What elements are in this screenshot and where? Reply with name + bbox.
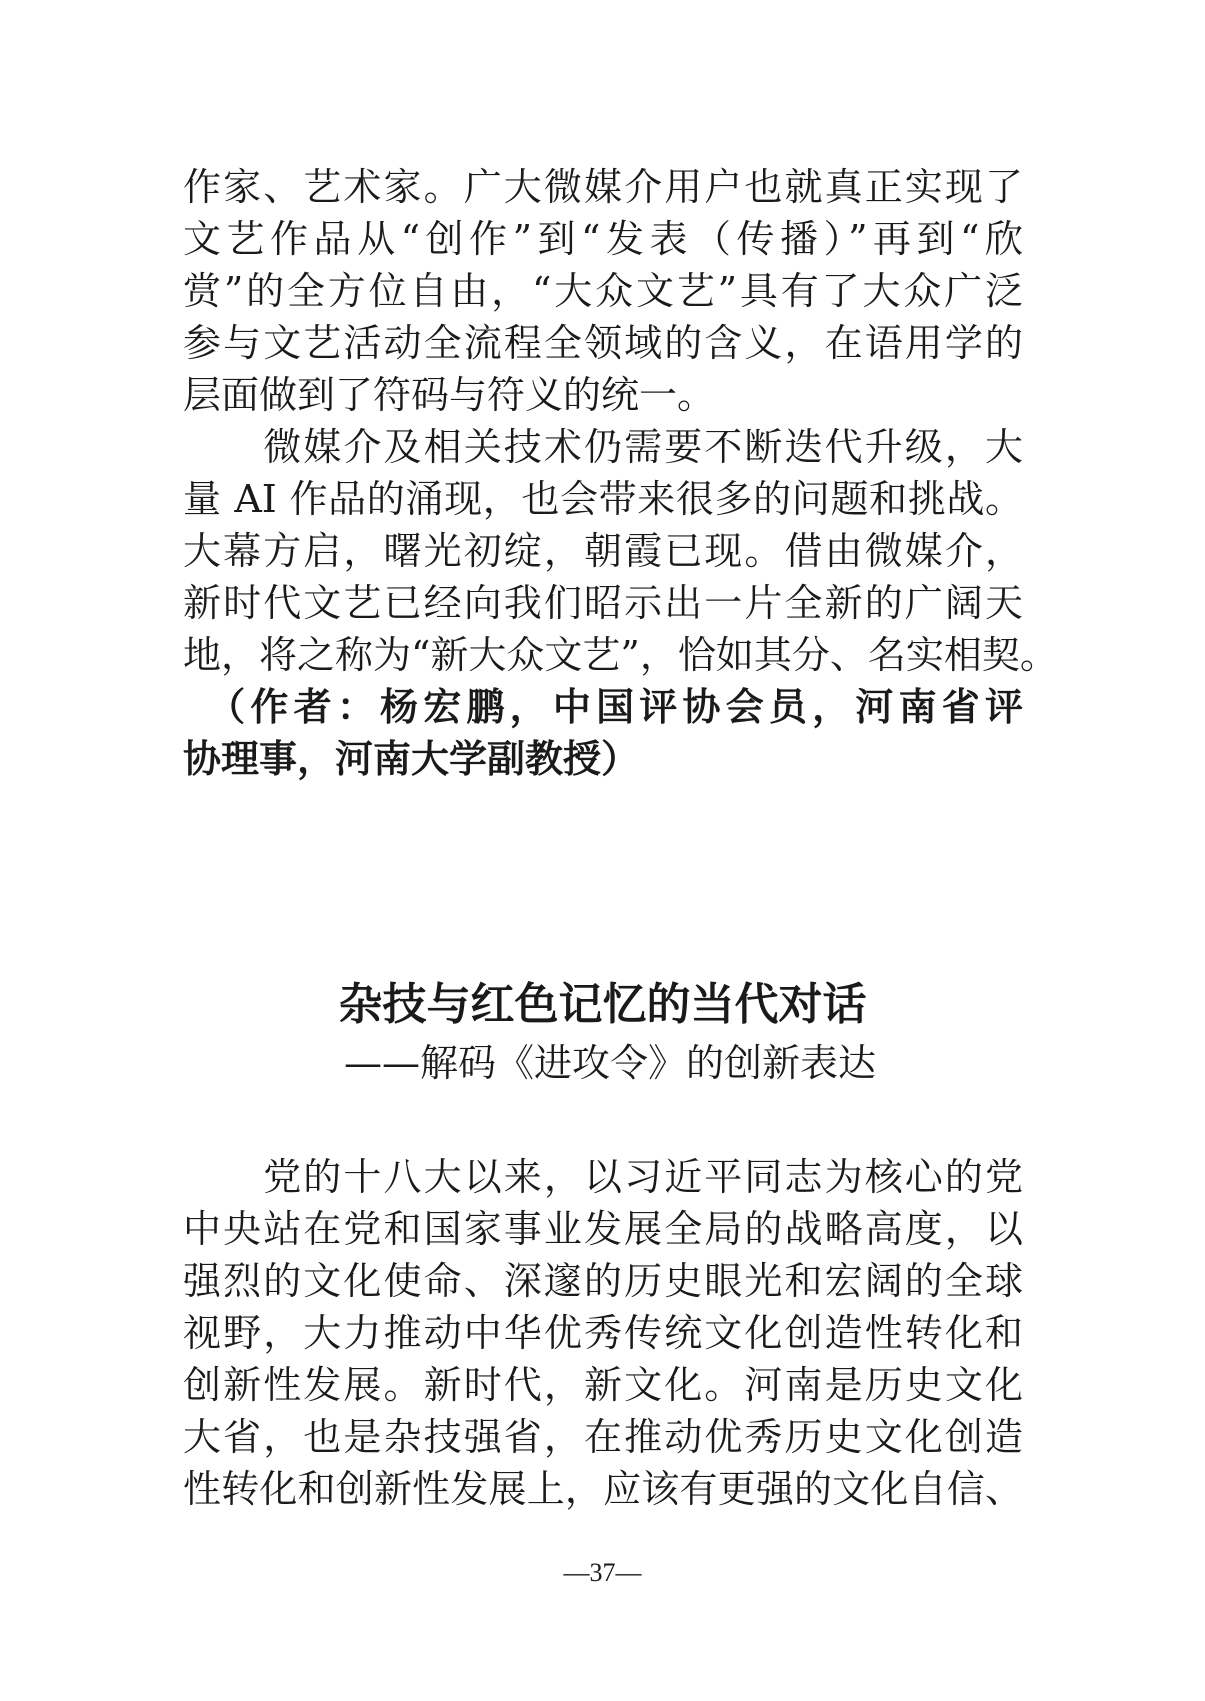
article-subtitle: ——解码《进攻令》的创新表达 bbox=[343, 1041, 876, 1085]
text-line: 新时代文艺已经向我们昭示出一片全新的广阔天 bbox=[183, 581, 1023, 625]
text-line: 地，将之称为“新大众文艺”，恰如其分、名实相契。 bbox=[183, 633, 1058, 677]
text-line: 大幕方启，曙光初绽，朝霞已现。借由微媒介， bbox=[183, 529, 1023, 573]
text-line: 大省，也是杂技强省，在推动优秀历史文化创造 bbox=[183, 1415, 1023, 1459]
text-line: 量 AI 作品的涌现，也会带来很多的问题和挑战。 bbox=[183, 477, 1023, 521]
author-note: （作者：杨宏鹏，中国评协会员，河南省评 bbox=[183, 684, 1023, 729]
text-line: 性转化和创新性发展上，应该有更强的文化自信、 bbox=[183, 1467, 1023, 1511]
text-line: 视野，大力推动中华优秀传统文化创造性转化和 bbox=[183, 1311, 1023, 1355]
text-line: 层面做到了符码与符义的统一。 bbox=[183, 373, 716, 417]
text-line: 文艺作品从“创作”到“发表（传播）”再到“欣 bbox=[183, 217, 1023, 261]
text-line: 强烈的文化使命、深邃的历史眼光和宏阔的全球 bbox=[183, 1259, 1023, 1303]
text-line: 参与文艺活动全流程全领域的含义，在语用学的 bbox=[183, 321, 1023, 365]
text-line: 党的十八大以来，以习近平同志为核心的党 bbox=[183, 1155, 1023, 1199]
text-line: 微媒介及相关技术仍需要不断迭代升级，大 bbox=[183, 425, 1023, 469]
author-note: 协理事，河南大学副教授） bbox=[183, 736, 640, 781]
page-number: —37— bbox=[563, 1558, 642, 1587]
text-line: 中央站在党和国家事业发展全局的战略高度，以 bbox=[183, 1207, 1023, 1251]
article-title: 杂技与红色记忆的当代对话 bbox=[338, 979, 867, 1030]
text-line: 作家、艺术家。广大微媒介用户也就真正实现了 bbox=[183, 165, 1023, 209]
text-line: 创新性发展。新时代，新文化。河南是历史文化 bbox=[183, 1363, 1023, 1407]
text-line: 赏”的全方位自由，“大众文艺”具有了大众广泛 bbox=[183, 269, 1023, 313]
